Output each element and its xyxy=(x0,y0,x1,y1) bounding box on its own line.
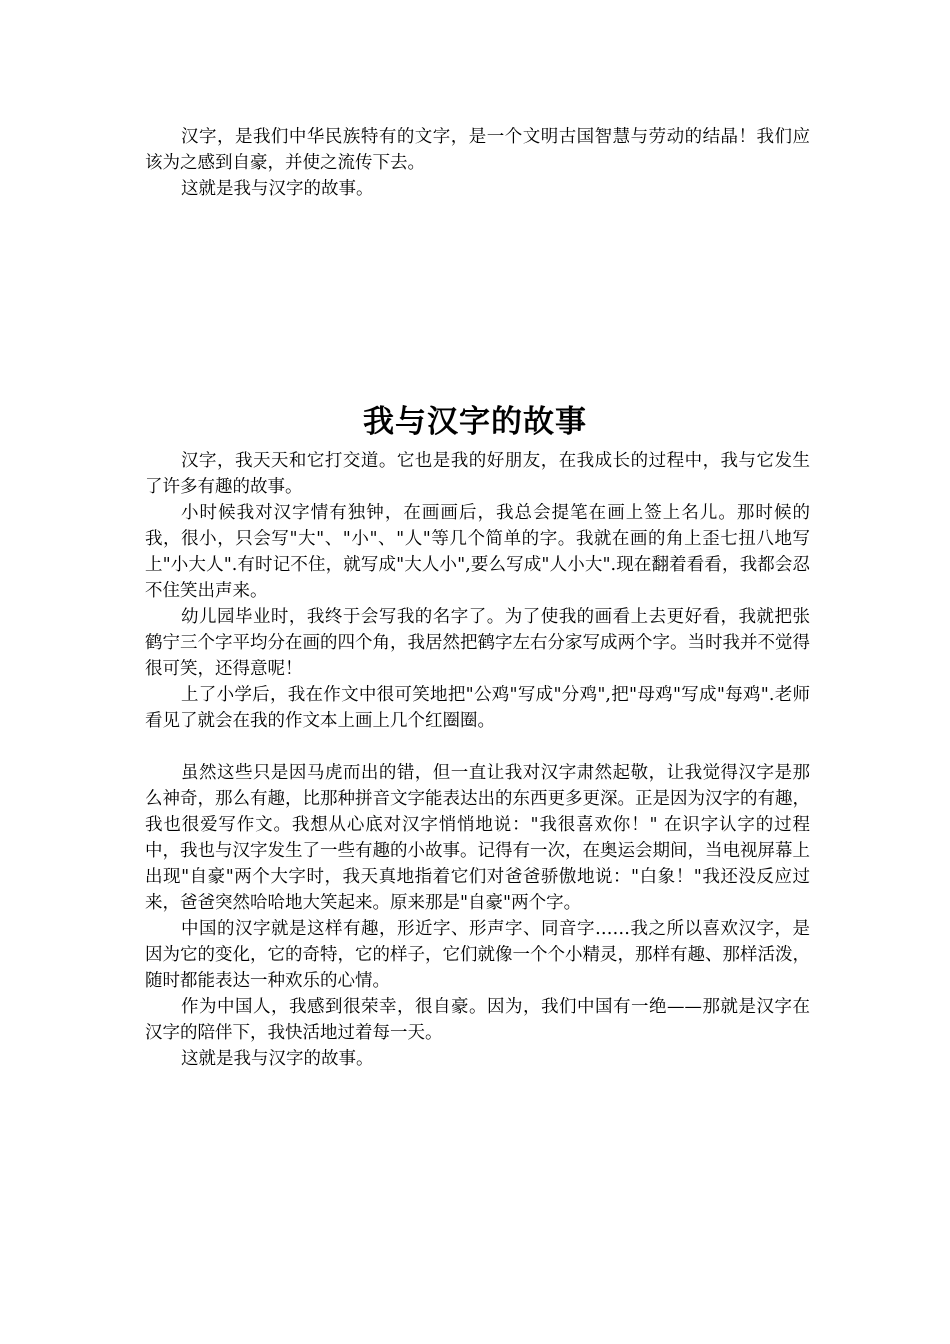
paragraph: 虽然这些只是因马虎而出的错，但一直让我对汉字肃然起敬，让我觉得汉字是那么神奇，那么有趣，比那种拼音文字能表达出的东西更多更深。正是因为汉字的有趣，我也很爱写作文。我想从心底对汉字悄悄地说："我很喜欢你！" 在识字认字的过程中，我也与汉字发生了一些有趣的小故事。记得有一次，在奥运会期间，当电视屏幕上出现"自豪"两个大字时，我天真地指着它们对爸爸骄傲地说："白象！"我还没反应过来，爸爸突然哈哈地大笑起来。原来那是"自豪"两个字。 xyxy=(145,763,810,913)
paragraph-spacer xyxy=(145,734,810,760)
essay-title: 我与汉字的故事 xyxy=(363,404,587,440)
paragraph: 小时候我对汉字情有独钟，在画画后，我总会提笔在画上签上名儿。那时候的我，很小，只会写"大"、"小"、"人"等几个简单的字。我就在画的角上歪七扭八地写上"小大人".有时记不住，就写成"大人小",要么写成"人小大".现在翻着看看，我都会忍不住笑出声来。 xyxy=(145,503,810,601)
paragraph: 这就是我与汉字的故事。 xyxy=(181,1049,374,1069)
paragraph: 上了小学后，我在作文中很可笑地把"公鸡"写成"分鸡",把"母鸡"写成"每鸡".老师看见了就会在我的作文本上画上几个红圈圈。 xyxy=(145,685,810,731)
paragraph: 这就是我与汉字的故事。 xyxy=(181,179,374,199)
paragraph: 作为中国人，我感到很荣幸，很自豪。因为，我们中国有一绝——那就是汉字在汉字的陪伴下，我快活地过着每一天。 xyxy=(145,997,810,1043)
paragraph: 幼儿园毕业时，我终于会写我的名字了。为了使我的画看上去更好看，我就把张鹤宁三个字平均分在画的四个角，我居然把鹤字左右分家写成两个字。当时我并不觉得很可笑，还得意呢！ xyxy=(145,607,810,679)
paragraph: 汉字，是我们中华民族特有的文字，是一个文明古国智慧与劳动的结晶！我们应该为之感到自豪，并使之流传下去。 xyxy=(145,127,810,173)
top-section xyxy=(145,124,810,202)
paragraph: 中国的汉字就是这样有趣，形近字、形声字、同音字……我之所以喜欢汉字，是因为它的变化，它的奇特，它的样子，它们就像一个个小精灵，那样有趣、那样活泼，随时都能表达一种欢乐的心情。 xyxy=(145,919,810,991)
essay-body xyxy=(145,448,810,1072)
paragraph: 汉字，我天天和它打交道。它也是我的好朋友，在我成长的过程中，我与它发生了许多有趣的故事。 xyxy=(145,451,810,497)
